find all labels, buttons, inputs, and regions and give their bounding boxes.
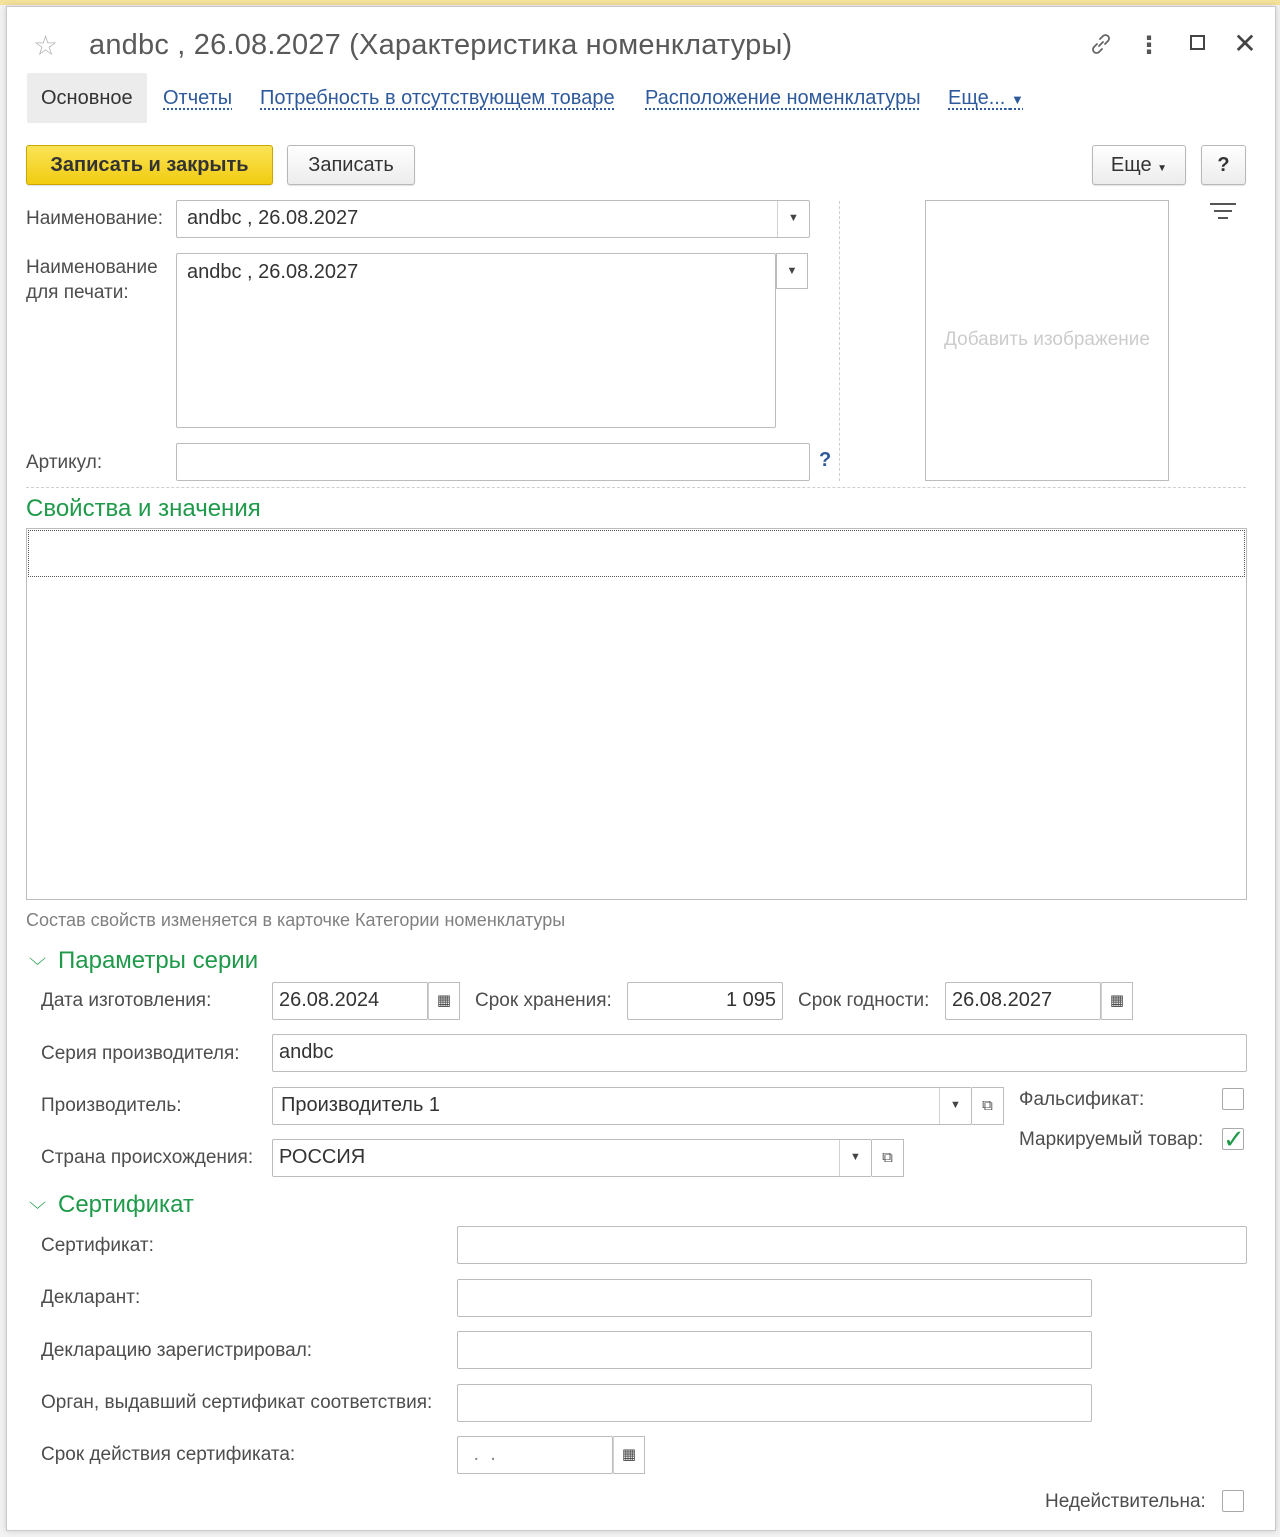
registered-label: Декларацию зарегистрировал: — [41, 1340, 313, 1361]
validity-label: Срок действия сертификата: — [41, 1444, 296, 1465]
tab-more[interactable] — [948, 87, 1024, 110]
authority-label: Орган, выдавший сертификат соответствия: — [41, 1392, 433, 1413]
maximize-icon[interactable] — [1190, 35, 1205, 50]
filter-lines-icon[interactable] — [1210, 203, 1236, 219]
more-button-label: Еще — [1110, 154, 1152, 176]
dropdown-arrow-icon[interactable]: ▼ — [839, 1140, 871, 1176]
maker-series-label: Серия производителя: — [41, 1043, 240, 1064]
image-placeholder[interactable] — [925, 200, 1169, 481]
properties-note: Состав свойств изменяется в карточке Категории номенклатуры — [26, 910, 566, 930]
maker-series-input[interactable]: andbc — [272, 1034, 1247, 1072]
more-button[interactable] — [1092, 145, 1186, 185]
validity-date-input[interactable]: . . — [457, 1436, 613, 1474]
open-icon[interactable]: ⧉ — [872, 1139, 904, 1177]
window-title: andbc , 26.08.2027 (Характеристика номенклатуры) — [89, 29, 793, 61]
print-name-label-line1: Наименование — [26, 257, 158, 278]
article-label: Артикул: — [26, 452, 103, 473]
chevron-down-icon: ▼ — [1157, 163, 1168, 174]
print-name-label — [26, 255, 158, 305]
tab-location[interactable]: Расположение номенклатуры — [645, 87, 921, 109]
invalid-checkbox[interactable] — [1222, 1490, 1244, 1512]
tab-demand[interactable]: Потребность в отсутствующем товаре — [260, 87, 615, 109]
expiry-date-input[interactable]: 26.08.2027 — [945, 982, 1101, 1020]
table-row[interactable] — [28, 530, 1245, 577]
section-divider — [26, 487, 1246, 488]
tab-more-label: Еще... — [948, 87, 1006, 109]
series-section-title[interactable]: Параметры серии — [58, 947, 259, 974]
form-window — [6, 6, 1276, 1531]
help-button[interactable]: ? — [1201, 145, 1246, 185]
background-strip — [0, 0, 1280, 5]
calendar-icon[interactable]: ▦ — [613, 1436, 645, 1474]
registered-input[interactable] — [457, 1331, 1092, 1369]
tab-main[interactable]: Основное — [27, 73, 147, 123]
expiry-label: Срок годности: — [798, 990, 930, 1011]
invalid-label: Недействительна: — [1045, 1491, 1206, 1512]
article-input[interactable] — [176, 443, 810, 481]
star-icon[interactable]: ☆ — [33, 30, 59, 61]
checkmark-icon: ✓ — [1223, 1124, 1245, 1154]
print-name-textarea[interactable]: andbc , 26.08.2027 — [176, 253, 776, 428]
link-icon[interactable] — [1087, 31, 1115, 64]
properties-table[interactable] — [26, 528, 1247, 900]
save-button[interactable]: Записать — [287, 145, 415, 185]
more-vertical-icon[interactable]: ⋮ — [1137, 32, 1161, 59]
name-input[interactable] — [176, 200, 810, 238]
image-placeholder-text: Добавить изображение — [944, 329, 1150, 350]
tab-reports[interactable]: Отчеты — [163, 87, 233, 109]
column-divider — [839, 201, 840, 481]
print-name-dropdown-button[interactable]: ▼ — [776, 253, 808, 289]
close-icon[interactable]: ✕ — [1233, 28, 1257, 59]
manufacture-date-input[interactable]: 26.08.2024 — [272, 982, 428, 1020]
marked-label: Маркируемый товар: — [1019, 1129, 1204, 1150]
chevron-down-icon[interactable]: ﹀ — [29, 957, 46, 976]
storage-label: Срок хранения: — [475, 990, 612, 1011]
storage-input[interactable]: 1 095 — [627, 982, 783, 1020]
calendar-icon[interactable]: ▦ — [428, 982, 460, 1020]
fake-checkbox[interactable] — [1222, 1088, 1244, 1110]
properties-title: Свойства и значения — [26, 495, 261, 522]
declarant-label: Декларант: — [41, 1287, 141, 1308]
print-name-label-line2: для печати: — [26, 282, 129, 303]
country-label: Страна происхождения: — [41, 1147, 254, 1168]
marked-checkbox[interactable] — [1222, 1124, 1245, 1154]
fake-label: Фальсификат: — [1019, 1089, 1145, 1110]
cert-label: Сертификат: — [41, 1235, 154, 1256]
dropdown-arrow-icon[interactable]: ▼ — [939, 1088, 971, 1124]
manufacture-date-label: Дата изготовления: — [41, 990, 212, 1011]
country-value: РОССИЯ — [279, 1146, 366, 1168]
name-value: andbc , 26.08.2027 — [187, 207, 359, 229]
authority-input[interactable] — [457, 1384, 1092, 1422]
chevron-down-icon[interactable]: ﹀ — [29, 1201, 46, 1220]
save-close-button[interactable]: Записать и закрыть — [26, 145, 273, 185]
maker-label: Производитель: — [41, 1095, 182, 1116]
maker-value: Производитель 1 — [281, 1094, 441, 1116]
chevron-down-icon: ▼ — [1010, 92, 1024, 107]
country-input[interactable] — [272, 1139, 872, 1177]
maker-input[interactable] — [272, 1087, 972, 1125]
dropdown-arrow-icon[interactable]: ▼ — [777, 201, 809, 237]
certificate-section-title[interactable]: Сертификат — [58, 1191, 194, 1218]
calendar-icon[interactable]: ▦ — [1101, 982, 1133, 1020]
declarant-input[interactable] — [457, 1279, 1092, 1317]
name-label: Наименование: — [26, 208, 163, 229]
cert-input[interactable] — [457, 1226, 1247, 1264]
article-hint-icon[interactable]: ? — [819, 449, 832, 471]
open-icon[interactable]: ⧉ — [972, 1087, 1004, 1125]
